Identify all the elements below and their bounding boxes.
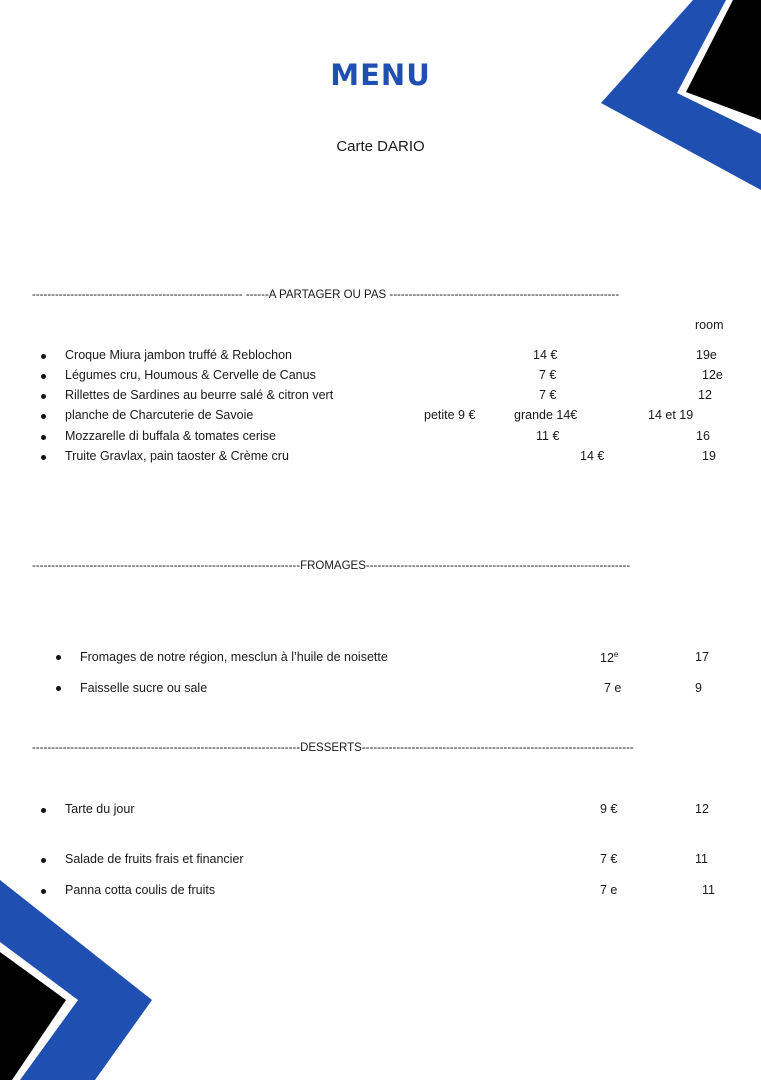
menu-item-room-price: 19 <box>702 449 716 463</box>
bullet-icon <box>41 374 46 379</box>
bullet-icon <box>41 455 46 460</box>
menu-item-name: planche de Charcuterie de Savoie <box>65 408 254 422</box>
menu-item-name: Légumes cru, Houmous & Cervelle de Canus <box>65 368 316 382</box>
menu-item-price: 12e <box>600 650 619 666</box>
bullet-icon <box>41 858 46 863</box>
bullet-icon <box>56 686 61 691</box>
bullet-icon <box>41 414 46 419</box>
bullet-icon <box>41 435 46 440</box>
menu-item-room-price: 11 <box>702 883 715 897</box>
menu-item-room-price: 14 et 19 <box>648 408 694 422</box>
menu-item-price: 7 e <box>600 883 618 897</box>
bullet-icon <box>41 354 46 359</box>
bullet-icon <box>41 889 46 894</box>
bullet-icon <box>41 808 46 813</box>
room-column-header: room <box>695 318 724 332</box>
bullet-icon <box>56 655 61 660</box>
menu-item-name: Rillettes de Sardines au beurre salé & citron vert <box>65 388 334 402</box>
menu-item-name: Croque Miura jambon truffé & Reblochon <box>65 348 292 362</box>
menu-item-price-sup: e <box>613 650 619 659</box>
corner-decoration-bottom-left <box>0 870 160 1080</box>
menu-item-name: Mozzarelle di buffala & tomates cerise <box>65 429 276 443</box>
menu-item-price: grande 14€ <box>514 408 578 422</box>
menu-item-room-price: 11 <box>695 852 708 866</box>
menu-item-price: 7 € <box>539 388 557 402</box>
section-divider-partager: ------------------------------------------------------- ------A PARTAGER OU PAS ------------------------------------------------------------ <box>32 289 620 301</box>
menu-item-price: 14 € <box>533 348 558 362</box>
menu-item-petite-price: petite 9 € <box>424 408 476 422</box>
menu-item-room-price: 9 <box>695 681 702 695</box>
section-divider-desserts: ----------------------------------------------------------------------DESSERTS----------------------------------------------------------------------- <box>32 742 634 754</box>
menu-item-name: Salade de fruits frais et financier <box>65 852 244 866</box>
menu-item-room-price: 16 <box>696 429 710 443</box>
menu-item-name: Panna cotta coulis de fruits <box>65 883 216 897</box>
menu-item-name: Truite Gravlax, pain taoster & Crème cru <box>65 449 289 463</box>
menu-item-price: 14 € <box>580 449 605 463</box>
section-divider-fromages: ----------------------------------------------------------------------FROMAGES--------------------------------------------------------------------- <box>32 560 631 572</box>
menu-item-name: Tarte du jour <box>65 802 135 816</box>
bullet-icon <box>41 394 46 399</box>
corner-decoration-top-right <box>590 0 761 190</box>
menu-item-room-price: 17 <box>695 650 709 664</box>
page-subtitle: Carte DARIO <box>336 138 425 155</box>
menu-item-price: 9 € <box>600 802 618 816</box>
menu-item-price: 11 € <box>536 429 560 443</box>
menu-item-room-price: 12 <box>695 802 709 816</box>
menu-item-price: 7 € <box>600 852 618 866</box>
menu-item-price: 7 e <box>604 681 622 695</box>
menu-item-price: 7 € <box>539 368 557 382</box>
page-title: MENU <box>330 58 431 92</box>
menu-item-room-price: 12 <box>698 388 712 402</box>
menu-item-room-price: 19e <box>696 348 717 362</box>
menu-item-room-price: 12e <box>702 368 723 382</box>
menu-item-name: Faisselle sucre ou sale <box>80 681 208 695</box>
menu-item-name: Fromages de notre région, mesclun à l’huile de noisette <box>80 650 388 664</box>
